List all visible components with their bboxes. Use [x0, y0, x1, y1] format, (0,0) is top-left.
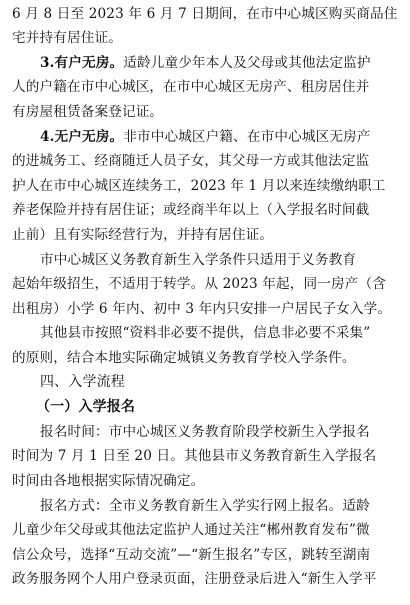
paragraph-line: 报名方式：全市义务教育新生入学实行网上报名。适龄 — [40, 498, 370, 514]
subsection-heading: （一）入学报名 — [36, 399, 136, 415]
section-heading: 四、入学流程 — [40, 374, 125, 390]
paragraph-line: 时间由各地根据实际情况确定。 — [12, 473, 205, 489]
paragraph-line: 其他县市按照“资料非必要不提供，信息非必要不采集” — [40, 325, 371, 341]
paragraph-line: 宅并持有居住证。 — [12, 30, 122, 46]
paragraph-line: 儿童少年父母或其他法定监护人通过关注“郴州教育发布”微 — [12, 522, 370, 538]
paragraph-line: 信公众号，选择“互动交流”—“新生报名”专区，跳转至湖南 — [12, 547, 371, 563]
paragraph-line: 出租房）小学 6 年内、初中 3 年内只安排一户居民子女入学。 — [12, 301, 392, 317]
paragraph-line: 止前）且有实际经营行为，并持有居住证。 — [12, 227, 274, 243]
paragraph-line — [40, 51, 400, 75]
item-text: 非市中心城区户籍、在市中心城区无房产 — [123, 129, 371, 145]
paragraph-line: 的进城务工、经商随迁人员子女，其父母一方或其他法定监 — [12, 153, 370, 169]
paragraph-line: 时间为 7 月 1 日至 20 日。其他县市义务教育新生入学报名 — [12, 448, 377, 464]
item-heading: 4.无户无房。 — [40, 129, 124, 145]
paragraph-line: 市中心城区义务教育新生入学条件只适用于义务教育 — [40, 252, 357, 268]
paragraph-line: 护人在市中心城区连续务工，2023 年 1 月以来连续缴纳职工 — [12, 178, 386, 194]
paragraph-line: 报名时间：市中心城区义务教育阶段学校新生入学报名 — [40, 424, 370, 440]
paragraph-line: 6 月 8 日至 2023 年 6 月 7 日期间，在市中心城区购买商品住 — [12, 6, 398, 22]
paragraph-line: 起始年级招生，不适用于转学。从 2023 年起，同一房产（含 — [12, 276, 386, 292]
paragraph-line: 政务服务网个人用户登录页面，注册登录后进入“新生入学平 — [12, 571, 377, 587]
paragraph-line: 人的户籍在市中心城区，在市中心城区无房产、租房居住并 — [12, 79, 370, 95]
paragraph-line: 养老保险并持有居住证；或经商半年以上（入学报名时间截 — [12, 202, 370, 218]
item-heading: 3.有户无房。 — [40, 55, 124, 71]
paragraph-line — [40, 125, 400, 149]
paragraph-line: 有房屋租赁备案登记证。 — [12, 104, 164, 120]
paragraph-line: 的原则，结合本地实际确定城镇义务教育学校入学条件。 — [12, 350, 356, 366]
item-text: 适龄儿童少年本人及父母或其他法定监护 — [123, 55, 371, 71]
